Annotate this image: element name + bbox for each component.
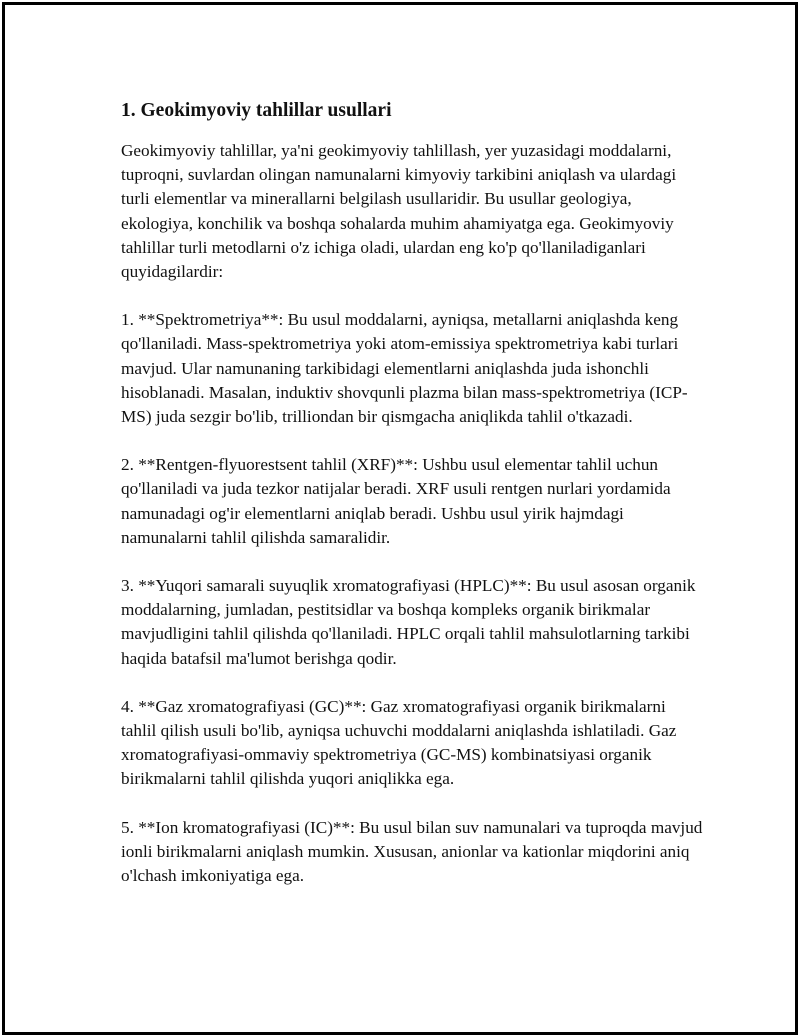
document-content [121, 97, 703, 912]
document-page [2, 2, 798, 1035]
method-gc-paragraph: 4. **Gaz xromatografiyasi (GC)**: Gaz xromatografiyasi organik birikmalarni tahlil qilish usuli bo'lib, ayniqsa uchuvchi moddalarni aniqlashda ishlatiladi. Gaz xromatografiyasi-ommaviy spektrometriya (GC-MS) kombinatsiyasi organik birikmalarni tahlil qilishda yuqori aniqlikka ega. [121, 696, 677, 789]
section-title: 1. Geokimyoviy tahlillar usullari [121, 100, 392, 121]
method-xrf-paragraph: 2. **Rentgen-flyuorestsent tahlil (XRF)**: Ushbu usul elementar tahlil uchun qo'llaniladi va juda tezkor natijalar beradi. XRF usuli rentgen nurlari yordamida namunadagi og'ir elementlarni aniqlab beradi. Ushbu usul yirik hajmdagi namunalarni tahlil qilishda samaralidir. [121, 455, 671, 547]
method-spectrometry-paragraph: 1. **Spektrometriya**: Bu usul moddalarni, ayniqsa, metallarni aniqlashda keng qo'llaniladi. Mass-spektrometriya yoki atom-emissiya spektrometriya kabi turlari mavjud. Ular namunaning tarkibidagi elementlarni aniqlashda juda ishonchli hisoblanadi. Masalan, induktiv shovqunli plazma bilan mass-spektrometriya (ICP-MS) juda sezgir bo'lib, trilliondan bir qismgacha aniqlikda tahlil o'tkazadi. [121, 310, 688, 427]
method-ic-paragraph: 5. **Ion kromatografiyasi (IC)**: Bu usul bilan suv namunalari va tuproqda mavjud ionli birikmalarni aniqlash mumkin. Xususan, anionlar va kationlar miqdorini aniq o'lchash imkoniyatiga ega. [121, 817, 703, 886]
intro-paragraph: Geokimyoviy tahlillar, ya'ni geokimyoviy tahlillash, yer yuzasidagi moddalarni, tuproqni, suvlardan olingan namunalarni kimyoviy tarkibini aniqlash va ulardagi turli elementlar va minerallarni belgilash usullaridir. Bu usullar geologiya, ekologiya, konchilik va boshqa sohalarda muhim ahamiyatga ega. Geokimyoviy tahlillar turli metodlarni o'z ichiga oladi, ulardan eng ko'p qo'llaniladiganlari quyidagilardir: [121, 141, 677, 282]
method-hplc-paragraph: 3. **Yuqori samarali suyuqlik xromatografiyasi (HPLC)**: Bu usul asosan organik moddalarning, jumladan, pestitsidlar va boshqa kompleks organik birikmalar mavjudligini tahlil qilishda qo'llaniladi. HPLC orqali tahlil mahsulotlarning tarkibi haqida batafsil ma'lumot berishga qodir. [121, 576, 696, 668]
